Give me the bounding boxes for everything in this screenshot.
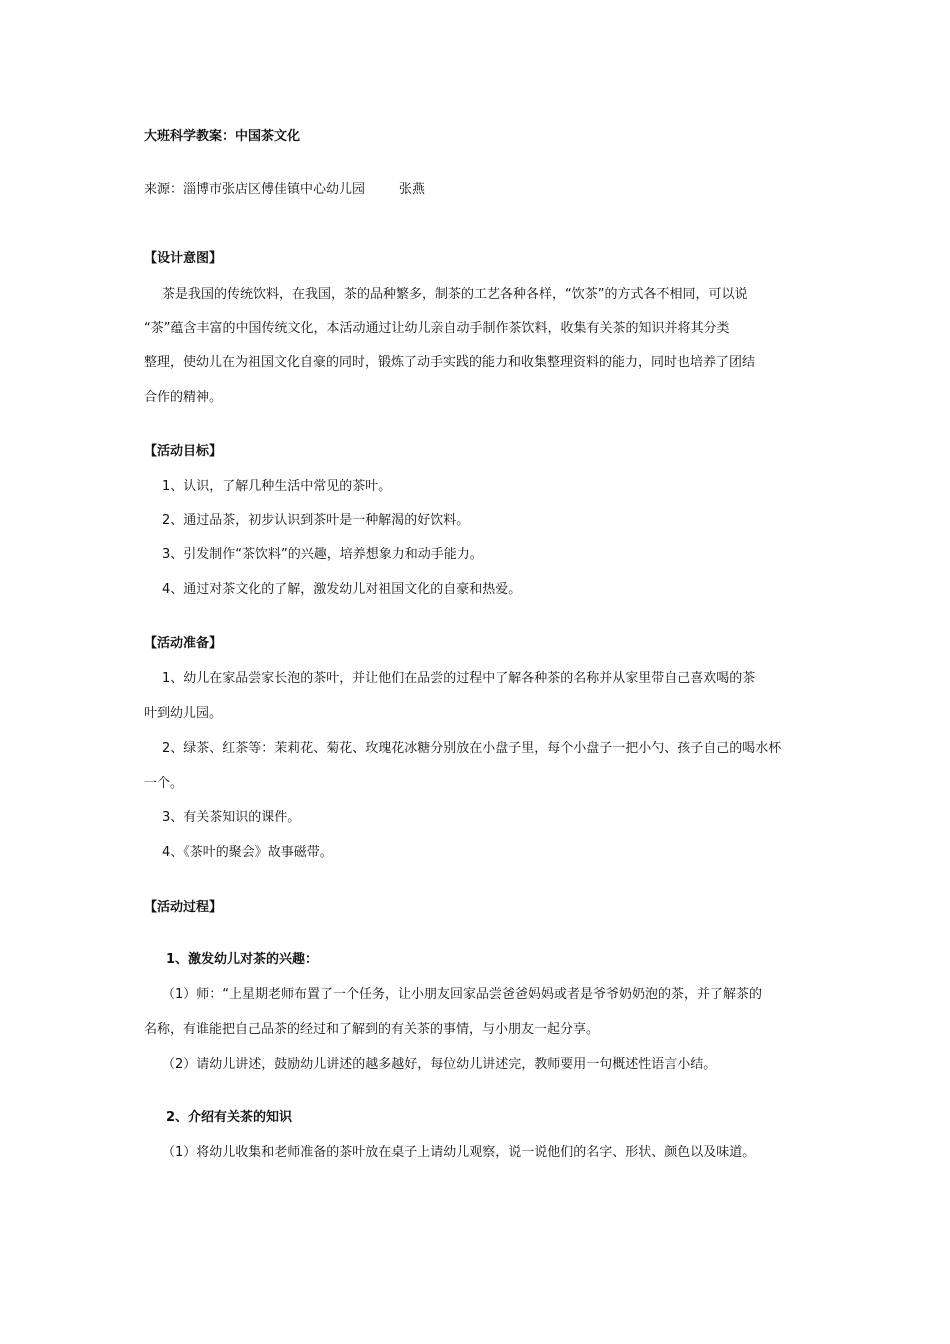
process-step-title: 2、介绍有关茶的知识	[166, 1110, 293, 1125]
goal-item: 4、通过对茶文化的了解，激发幼儿对祖国文化的自豪和热爱。	[162, 582, 522, 597]
source-line	[144, 181, 425, 199]
process-step-line: （1）将幼儿收集和老师准备的茶叶放在桌子上请幼儿观察，说一说他们的名字、形状、颜色以及味道。	[162, 1145, 756, 1160]
source-label: 来源：淄博市张店区傅佳镇中心幼儿园	[144, 182, 366, 197]
process-step-line: （1）师：“上星期老师布置了一个任务，让小朋友回家品尝爸爸妈妈或者是爷爷奶奶泡的茶，并了解茶的	[162, 987, 763, 1002]
design-intent-heading: 【设计意图】	[144, 251, 223, 266]
preparation-line: 4、《茶叶的聚会》故事磁带。	[162, 845, 333, 860]
preparation-heading: 【活动准备】	[144, 636, 223, 651]
goal-item: 3、引发制作“茶饮料”的兴趣，培养想象力和动手能力。	[162, 547, 483, 562]
preparation-line: 1、幼儿在家品尝家长泡的茶叶，并让他们在品尝的过程中了解各种茶的名称并从家里带自己喜欢喝的茶	[162, 671, 756, 686]
design-intent-line: 茶是我国的传统饮料，在我国，茶的品种繁多，制茶的工艺各种各样，“饮茶”的方式各不相同，可以说	[162, 287, 748, 302]
author-name: 张燕	[399, 182, 426, 197]
preparation-line: 叶到幼儿园。	[144, 706, 223, 721]
design-intent-line: “茶”蕴含丰富的中国传统文化，本活动通过让幼儿亲自动手制作茶饮料，收集有关茶的知识并将其分类	[144, 321, 730, 336]
process-step-line: 名称，有谁能把自己品茶的经过和了解到的有关茶的事情，与小朋友一起分享。	[144, 1022, 600, 1037]
process-heading: 【活动过程】	[144, 900, 223, 915]
process-step-title: 1、激发幼儿对茶的兴趣：	[166, 952, 319, 967]
design-intent-line: 整理，使幼儿在为祖国文化自豪的同时，锻炼了动手实践的能力和收集整理资料的能力，同时也培养了团结	[144, 355, 756, 370]
goal-item: 1、认识，了解几种生活中常见的茶叶。	[162, 479, 392, 494]
preparation-line: 3、有关茶知识的课件。	[162, 810, 301, 825]
goal-item: 2、通过品茶，初步认识到茶叶是一种解渴的好饮料。	[162, 513, 470, 528]
goals-heading: 【活动目标】	[144, 444, 223, 459]
preparation-line: 2、绿茶、红茶等：茉莉花、菊花、玫瑰花冰糖分别放在小盘子里，每个小盘子一把小勺、孩子自己的喝水杯	[162, 741, 782, 756]
process-step-line: （2）请幼儿讲述，鼓励幼儿讲述的越多越好，每位幼儿讲述完，教师要用一句概述性语言小结。	[162, 1057, 717, 1072]
document-title: 大班科学教案：中国茶文化	[144, 129, 301, 144]
preparation-line: 一个。	[144, 776, 184, 791]
design-intent-line: 合作的精神。	[144, 390, 223, 405]
